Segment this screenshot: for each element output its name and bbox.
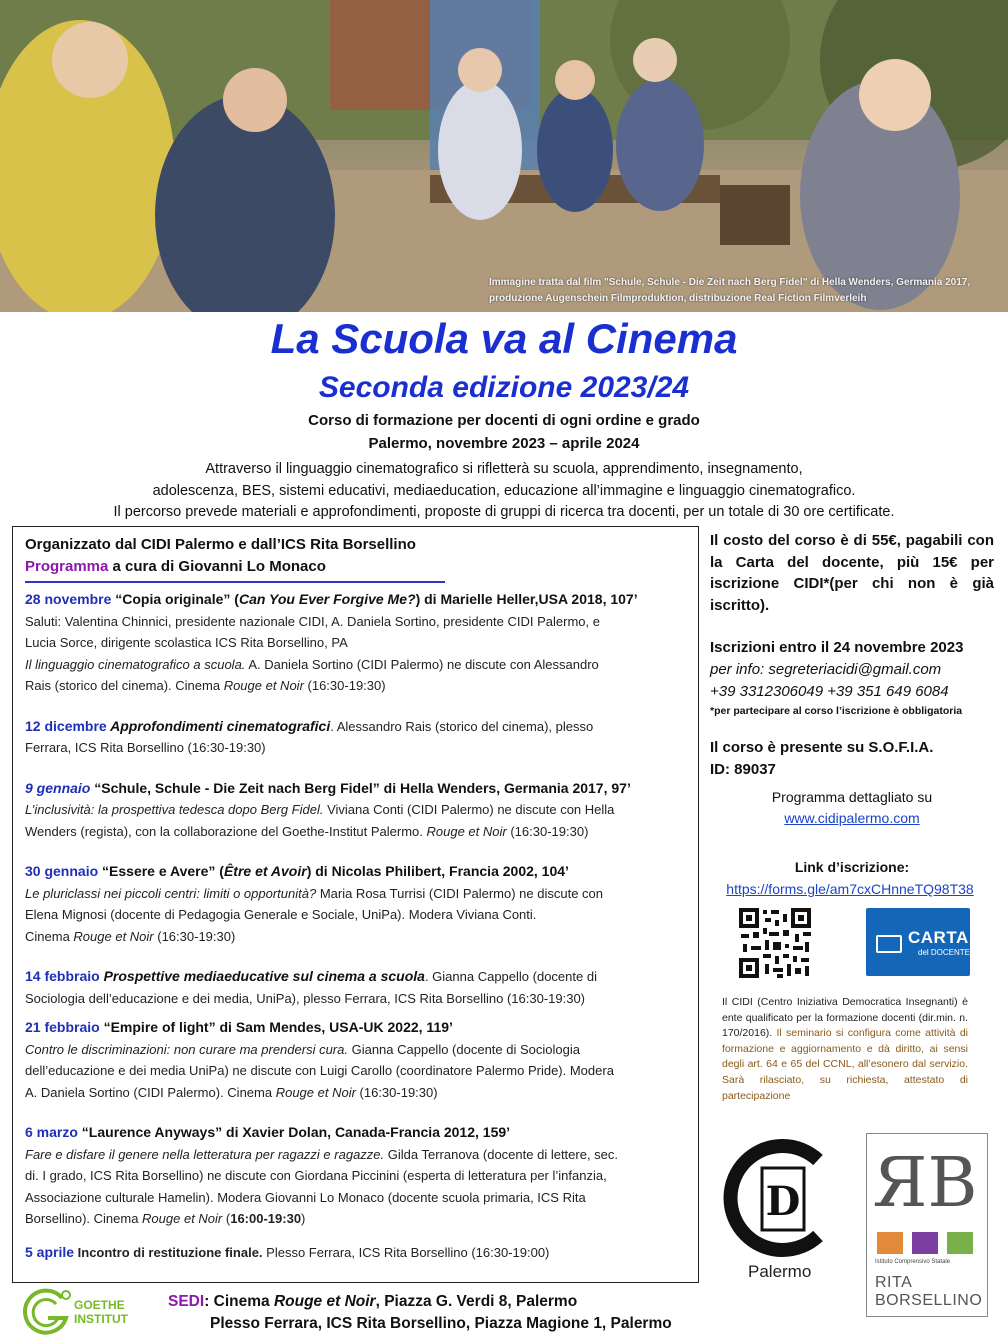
venue-name: Rouge et Noir [223, 678, 304, 693]
carta-subtitle: del DOCENTE [918, 948, 971, 957]
rb-name-last: BORSELLINO [875, 1292, 983, 1309]
event-6-marzo [25, 1122, 686, 1230]
course-cost: Il costo del corso è di 55€, pagabili con la Carta del docente, più 15€ per iscrizione CIDI*(per chi non è già iscritto). [710, 532, 994, 614]
event-title: “Laurence Anyways” di Xavier Dolan, Canada-Francia 2012, 159’ [77, 1124, 511, 1140]
event-12-dicembre [25, 716, 686, 759]
ics-rita-borsellino-logo [866, 1133, 988, 1317]
event-line [25, 1039, 686, 1061]
event-date: 30 gennaio [25, 863, 99, 879]
venue-name: Rouge et Noir [73, 928, 154, 944]
event-21-febbraio [25, 1017, 686, 1103]
enroll-link-label: Link d’iscrizione: [794, 859, 910, 875]
event-date: 12 dicembre [25, 717, 107, 734]
event-time: (16:30-19:30) [355, 1084, 438, 1100]
page-title: La Scuola va al Cinema [270, 315, 738, 362]
course-description: Corso di formazione per docenti di ogni ordine e grado [308, 412, 700, 429]
rb-name-first: RITA [875, 1274, 913, 1291]
event-text: . Gianna Cappello (docente di [424, 969, 597, 984]
program-box [12, 526, 699, 1283]
event-title-original: Can You Ever Forgive Me? [238, 591, 416, 607]
goethe-name [74, 1298, 128, 1326]
event-line: di. I grado, ICS Rita Borsellino) ne discute con Giordana Piccinini (esperta di letteratura per l’infanzia, [25, 1168, 607, 1183]
event-date: 6 marzo [25, 1124, 78, 1140]
intro-text [30, 459, 978, 524]
event-title-credits: ) di Nicolas Philibert, Francia 2002, 104’ [306, 863, 569, 879]
event-topic: Contro le discriminazioni: non curare ma prendersi cura. [25, 1041, 348, 1057]
venues-label: SEDI [168, 1293, 205, 1310]
event-line [25, 1208, 686, 1230]
rb-monogram-icon [867, 1134, 987, 1256]
enroll-form-link[interactable]: https://forms.gle/am7cxCHnneTQ98T38 [726, 881, 974, 897]
event-text: Gilda Terranova (docente di lettere, sec. [384, 1146, 619, 1162]
event-title: Prospettive mediaeducative sul cinema a scuola [99, 968, 425, 984]
event-line [25, 1144, 686, 1166]
program-label: Programma [25, 558, 109, 575]
event-text: Viviana Conti (CIDI Palermo) ne discute con Hella [323, 802, 615, 817]
cidi-note-text: Il CIDI (Centro Iniziativa Democratica Insegnanti) è ente qualificato per la formazione docenti (dir.min. n. 170/2016). [722, 996, 968, 1040]
program-curator [25, 556, 686, 578]
intro-line: Attraverso il linguaggio cinematografico si rifletterà su scuola, apprendimento, insegnamento, [205, 461, 803, 477]
event-text: ( [222, 1211, 231, 1226]
goethe-circle-icon [22, 1288, 72, 1338]
venue-name: Rouge et Noir [142, 1211, 223, 1226]
event-text: Cinema [25, 928, 74, 944]
event-line [25, 799, 686, 821]
event-text: Wenders (regista), con la collaborazione del Goethe-Institut Palermo. [25, 823, 427, 839]
venue-address: , Piazza G. Verdi 8, Palermo [375, 1293, 578, 1310]
event-title: “Empire of light” di Sam Mendes, USA-UK 2022, 119’ [99, 1019, 453, 1035]
photo-caption: Immagine tratta dal film "Schule, Schule - Die Zeit nach Berg Fidel" di Hella Wenders, Germania 2017, produzione Augenschein Filmproduktion, distribuzione Real Fiction Filmverleih [489, 277, 971, 304]
organizers: Organizzato dal CIDI Palermo e dall’ICS Rita Borsellino [25, 536, 416, 553]
cidi-accreditation-note [722, 995, 968, 1104]
event-text: Maria Rosa Turrisi (CIDI Palermo) ne discute con [316, 885, 604, 901]
contact-email[interactable]: per info: segreteriacidi@gmail.com [710, 661, 942, 678]
event-line: Saluti: Valentina Chinnici, presidente nazionale CIDI, A. Daniela Sortino, presidente CIDI Palermo, e [25, 613, 600, 629]
divider [25, 581, 445, 583]
venues [168, 1291, 672, 1335]
event-line [25, 883, 686, 905]
card-icon [876, 935, 902, 953]
event-line [25, 654, 686, 676]
carta-docente-logo [866, 908, 970, 976]
event-text: A. Daniela Sortino (CIDI Palermo) ne discute con Alessandro [245, 656, 599, 672]
svg-text:D: D [765, 1178, 801, 1225]
event-line: Lucia Sorce, dirigente scolastica ICS Rita Borsellino, PA [25, 635, 348, 650]
intro-line: Il percorso prevede materiali e approfondimenti, proposte di gruppi di ricerca tra docenti, per un totale di 30 ore certificate. [113, 504, 895, 520]
event-line: Sociologia dell’educazione e dei media, UniPa), plesso Ferrara, ICS Rita Borsellino (16:30-19:30) [25, 990, 586, 1006]
intro-line: adolescenza, BES, sistemi educativi, mediaeducation, educazione all’immagine e linguaggio cinematografico. [152, 482, 856, 499]
event-text: ) [301, 1211, 306, 1226]
event-topic: Il linguaggio cinematografico a scuola. [25, 656, 246, 672]
event-time: 16:00-19:30 [230, 1211, 302, 1226]
event-title-credits: ) di Marielle Heller,USA 2018, 107’ [415, 591, 638, 607]
event-line [25, 926, 686, 948]
event-title-original: Être et Avoir [223, 863, 307, 879]
event-line: dell’educazione e dei media UniPa) ne discute con Luigi Carollo (coordinatore Palermo Pride). Modera [25, 1063, 614, 1078]
event-date: 28 novembre [25, 591, 112, 607]
enroll-deadline: Iscrizioni entro il 24 novembre 2023 [710, 639, 964, 656]
curator-text: a cura di Giovanni Lo Monaco [108, 558, 326, 575]
goethe-institut-logo [22, 1288, 162, 1338]
event-text: Rais (storico del cinema). Cinema [25, 678, 224, 693]
event-time: (16:30-19:30) [506, 823, 589, 839]
venue-name: Rouge et Noir [273, 1293, 376, 1310]
event-date: 21 febbraio [25, 1019, 100, 1035]
event-text: Plesso Ferrara, ICS Rita Borsellino (16:30-19:00) [262, 1244, 550, 1260]
event-topic: L’inclusività: la prospettiva tedesca dopo Berg Fidel. [25, 802, 324, 817]
course-dates: Palermo, novembre 2023 – aprile 2024 [368, 435, 640, 452]
detail-label: Programma dettagliato su [771, 789, 933, 805]
event-5-aprile [25, 1242, 686, 1264]
venue-text: : Cinema [204, 1293, 274, 1310]
info-sidebar [710, 530, 994, 900]
venue-name: Rouge et Noir [275, 1084, 356, 1100]
event-30-gennaio [25, 861, 686, 947]
venue-name: Rouge et Noir [426, 823, 507, 839]
enroll-note: *per partecipare al corso l’iscrizione è obbligatoria [710, 705, 963, 717]
event-9-gennaio [25, 778, 686, 843]
carta-title: CARTA [908, 928, 969, 947]
event-title: “Essere e Avere” ( [98, 863, 224, 879]
event-topic: Le pluriclassi nei piccoli centri: limiti o opportunità? [25, 885, 317, 901]
hero-illustration [0, 0, 1008, 312]
cidi-city-label: Palermo [748, 1262, 812, 1281]
venue-line: Plesso Ferrara, ICS Rita Borsellino, Piazza Magione 1, Palermo [210, 1315, 672, 1332]
contact-phones: +39 3312306049 +39 351 649 6084 [710, 683, 949, 700]
cidi-note-detail: Il seminario si configura come attività di formazione e aggiornamento e dà diritto, ai sensi degli art. 64 e 65 del CCNL, all’esonero dal servizio. Sarà rilasciato, su richiesta, attestato di partecipazione [722, 1027, 968, 1102]
event-date: 14 febbraio [25, 968, 100, 984]
event-title: Incontro di restituzione finale. [74, 1244, 263, 1260]
event-line: Ferrara, ICS Rita Borsellino (16:30-19:30) [25, 740, 266, 755]
venue-line [168, 1291, 672, 1313]
goethe-line: INSTITUT [74, 1312, 128, 1326]
event-text: Borsellino). Cinema [25, 1211, 143, 1226]
sofia-info: Il corso è presente su S.O.F.I.A. [710, 739, 934, 756]
qr-code-icon[interactable] [737, 906, 813, 980]
event-line [25, 1082, 686, 1104]
event-line [25, 675, 686, 697]
svg-text:ЯB: ЯB [872, 1144, 978, 1223]
event-title: “Copia originale” ( [111, 591, 239, 607]
event-text: Gianna Cappello (docente di Sociologia [347, 1041, 580, 1057]
event-text: . Alessandro Rais (storico del cinema), plesso [330, 718, 594, 734]
goethe-line: GOETHE [74, 1298, 125, 1312]
event-time: (16:30-19:30) [303, 678, 386, 693]
page-subtitle: Seconda edizione 2023/24 [318, 371, 690, 404]
hero-photo [0, 0, 1008, 312]
event-title: Approfondimenti cinematografici [106, 717, 331, 734]
rb-institute-label: Istituto Comprensivo Statale [875, 1259, 951, 1265]
event-date: 5 aprile [25, 1243, 75, 1260]
event-14-febbraio [25, 966, 686, 1009]
cidi-logo-icon [722, 1138, 842, 1258]
event-line: Elena Mignosi (docente di Pedagogia Generale e Sociale, UniPa). Modera Viviana Conti. [25, 907, 537, 922]
event-date: 9 gennaio [25, 779, 91, 796]
website-link[interactable]: www.cidipalermo.com [784, 810, 920, 826]
event-text: A. Daniela Sortino (CIDI Palermo). Cinema [25, 1084, 276, 1100]
event-28-novembre [25, 589, 686, 697]
sofia-id: ID: 89037 [710, 761, 776, 778]
event-line [25, 821, 686, 843]
event-topic: Fare e disfare il genere nella letteratura per ragazzi e ragazze. [25, 1146, 385, 1162]
event-time: (16:30-19:30) [153, 928, 236, 944]
event-line: Associazione culturale Hamelin). Modera Giovanni Lo Monaco (docente scuola primaria, ICS Rita [25, 1189, 586, 1205]
event-title: “Schule, Schule - Die Zeit nach Berg Fidel” di Hella Wenders, Germania 2017, 97’ [90, 779, 631, 796]
